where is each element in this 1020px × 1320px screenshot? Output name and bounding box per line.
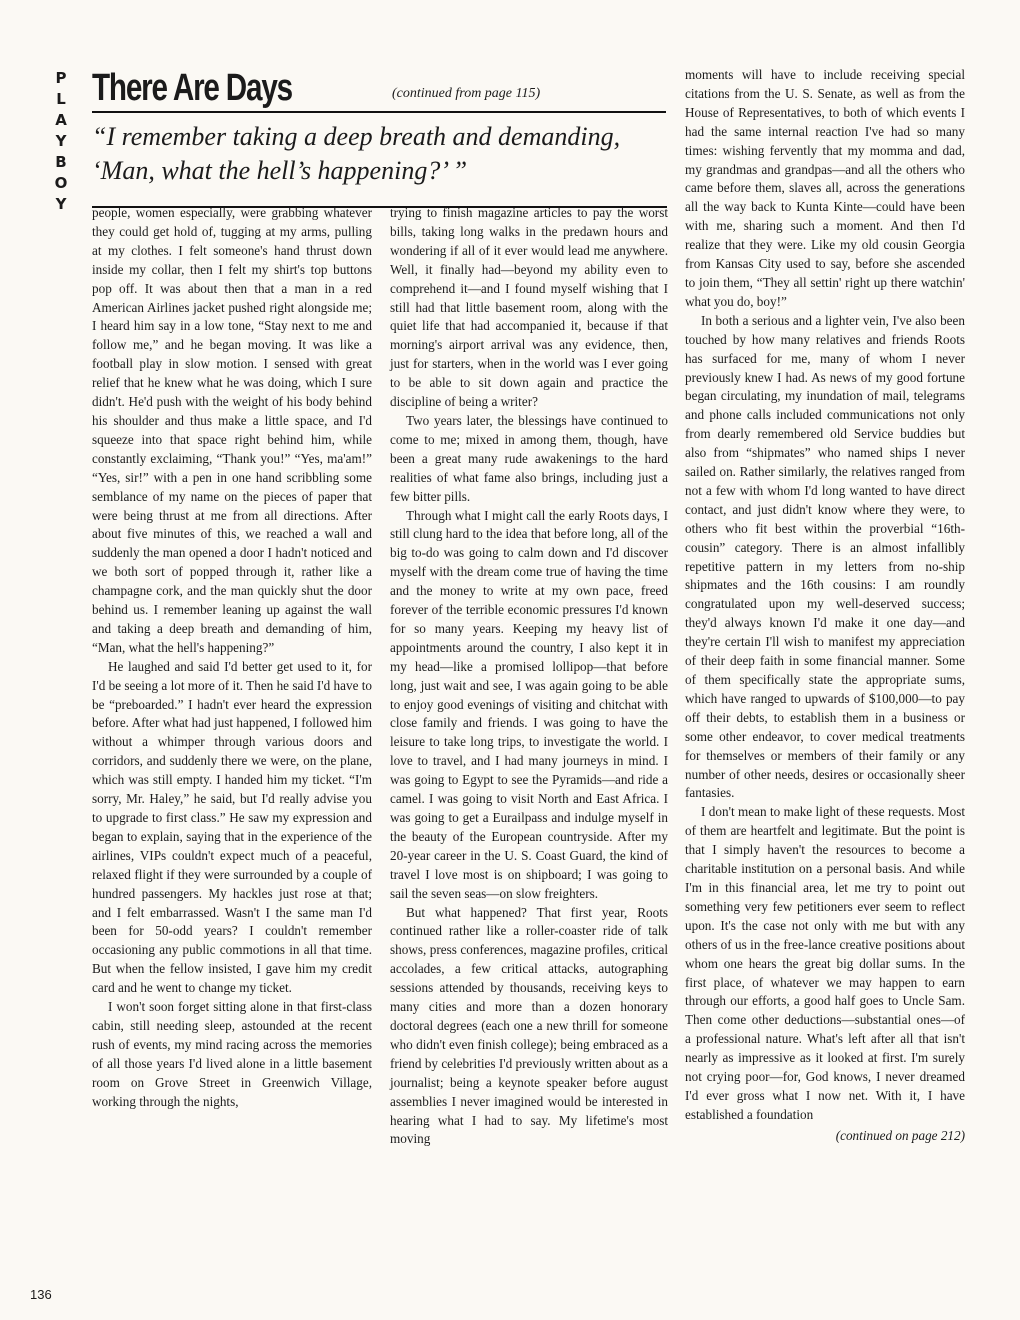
paragraph: Through what I might call the early Roots days, I still clung hard to the idea that before long, all of the big to-do was going to calm down and I'd discover myself with the dream come true of having the time and the money to write at my own pace, freed forever of the terrible economic pressures I'd known for so many years. Keeping my heavy list of appointments around the country, I also kept it in my head—like a promised lollipop—that before long, just wait and see, I was again going to be able to enjoy good evenings of visiting and chitchat with close family and friends. I was going to have the leisure to take long trips, to investigate the world. I love to travel, and I had many journeys in mind. I was going to Egypt to see the Pyramids—and ride a camel. I was going to visit North and East Africa. I was going to get a Eurailpass and indulge myself in the beauty of the European countryside. After my 20-year career in the U. S. Coast Guard, the kind of travel I love most is on shipboard; I was going to sail the seven seas—on slow freighters. (390, 507, 668, 901)
magazine-letter: Y (55, 132, 67, 150)
paragraph: Two years later, the blessings have continued to come to me; mixed in among them, though, have been a great many rude awakenings to the hard realities of what fame also brings, including just a few bitter pills. (390, 412, 668, 504)
article-header (92, 64, 666, 113)
magazine-letter: A (55, 111, 67, 129)
magazine-letter: O (54, 174, 68, 192)
continued-from-note: (continued from page 115) (392, 86, 541, 101)
paragraph: I won't soon forget sitting alone in that first-class cabin, still needing sleep, astounded at the recent rush of events, my mind racing across the memories of all those years I'd lived alone in a little basement room on Grove Street in Greenwich Village, working through the nights, (92, 999, 372, 1109)
text-column-2 (390, 204, 668, 1149)
continued-on-note: (continued on page 212) (835, 1127, 965, 1143)
pull-quote: “I remember taking a deep breath and demanding, ‘Man, what the hell’s happening?’ ” (92, 120, 667, 208)
magazine-name-vertical (50, 68, 72, 215)
text-column-3 (685, 66, 965, 1146)
magazine-letter: L (56, 90, 66, 108)
magazine-letter: B (55, 153, 67, 171)
paragraph: In both a serious and a lighter vein, I've also been touched by how many relatives and friends Roots has surfaced for me, many of whom I never previously knew I had. As news of my good fortune began circulating, my inundation of mail, telegrams and phone calls included communications not only from dearly remembered old Service buddies but also from “shipmates” who named ships I never sailed on. Rather similarly, the relatives ranged from not a few with whom I'd long wanted to have direct contact, and just didn't know where they were, to others who fit best within the proverbial “16th-cousin” category. There is an almost infallibly repetitive pattern in my letters from no-ship shipmates and the 16th cousins: I am roundly congratulated upon my well-deserved success; they'd always known I'd make it one day—and they're certain I'll wish to manifest my appreciation of their deep faith in some financial manner. Some of them specifically state the appropriate sums, which have ranged to upwards of $100,000—to pay off their debts, to establish them in a business or some other endeavor, to cover medical treatments for themselves or members of their family or any number of other needs, desires or occasionally sheer fantasies. (685, 312, 965, 801)
magazine-letter: Y (55, 195, 67, 213)
page-number: 136 (30, 1287, 52, 1302)
paragraph: people, women especially, were grabbing whatever they could get hold of, tugging at my arms, pulling at my clothes. I felt someone's hand thrust down inside my collar, then I felt my shirt's top buttons pop off. It was about then that a man in a red American Airlines jacket pushed right alongside me; I heard him say in a low tone, “Stay next to me and follow me,” and he began moving. It was like a football play in slow motion. I sensed with great relief that he knew what he was doing, which I sure didn't. He'd push with the weight of his body behind his shoulder and thus make a little space, and I'd squeeze into that space right behind him, while constantly exclaiming, “Thank you!” “Yes, ma'am!” “Yes, sir!” with a pen in one hand scribbling some semblance of my name on the pieces of paper that were being thrust at me from all directions. After about five minutes of this, we reached a wall and suddenly the man opened a door I hadn't noticed and we both sort of popped through it, rather like a champagne cork, and the man quickly shut the door behind us. I remember leaning up against the wall and taking a deep breath and demanding of him, “Man, what the hell's happening?” (92, 205, 372, 655)
magazine-letter: P (55, 69, 67, 87)
paragraph: He laughed and said I'd better get used to it, for I'd be seeing a lot more of it. Then he said I'd have to be “preboarded.” I hadn't ever heard the expression before. After what had just happened, I followed him without a whimper through various doors and corridors, and suddenly there we were, on the plane, which was still empty. I handed him my ticket. “I'm sorry, Mr. Haley,” he said, but I'd really advise you to upgrade to first class.” He saw my expression and began to explain, saying that in the experience of the airlines, VIPs couldn't expect much of a peaceful, relaxed flight if they were surrounded by a couple of hundred passengers. My hackles just rose at that; and I felt embarrassed. Wasn't I the same man I'd been for 50-odd years? I couldn't remember occasioning any public commotions in all that time. But when the fellow insisted, I gave him my credit card and he went to change my ticket. (92, 658, 372, 996)
paragraph: trying to finish magazine articles to pay the worst bills, taking long walks in the predawn hours and wondering if all of it ever would lead me anywhere. Well, it finally had—beyond my ability even to comprehend it—and I found myself wishing that I still had that little basement room, along with the quiet life that had accompanied it, because if that morning's airport arrival was any evidence, then, just for starters, when in the world was I ever going to be able to sit down again and practice the discipline of being a writer? (390, 205, 668, 410)
paragraph: I don't mean to make light of these requests. Most of them are heartfelt and legitimate. But the point is that I simply haven't the resources to become a charitable institution on a personal basis. And while I'm in this financial area, let me try to point out something very few petitioners ever seem to reflect upon. It's the case not only with me but with any others of us in the free-lance creative positions about whom one hears the great big dollar sums. In the first place, of whatever we may happen to earn through our efforts, a good half goes to Uncle Sam. Then come other deductions—substantial ones—of a professional nature. What's left after all that isn't nearly as impressive as it looked at first. I'm surely not crying poor—for, God knows, I never dreamed I'd ever gross what I now net. With it, I have established a foundation (685, 804, 965, 1122)
paragraph: moments will have to include receiving special citations from the U. S. Senate, as well as from the House of Representatives, to both of which events I had the same internal reaction I've had so many times: wishing fervently that my momma and dad, my grandmas and grandpas—and all the others who came before them, slaves all, across the generations all the way back to Kunta Kinte—could have been with me, sharing such a moment. And then I'd realize that they were. Like my old cousin Georgia from Kansas City used to say, before she ascended to join them, “They all settin' right up there watchin' what you do, boy!” (685, 67, 965, 309)
text-column-1 (92, 204, 372, 1112)
article-title: There Are Days (92, 67, 292, 109)
paragraph: But what happened? That first year, Roots continued rather like a roller-coaster ride of talk shows, press conferences, magazine profiles, critical accolades, a few critical attacks, autographing sessions attended by thousands, receiving keys to many cities and more than a dozen honorary doctoral degrees (each one a new thrill for someone who didn't even finish college); being embraced as a friend by celebrities I'd previously written about as a journalist; being a keynote speaker before august assemblies I never imagined would be interested in hearing what I had to say. My lifetime's most moving (390, 904, 668, 1147)
